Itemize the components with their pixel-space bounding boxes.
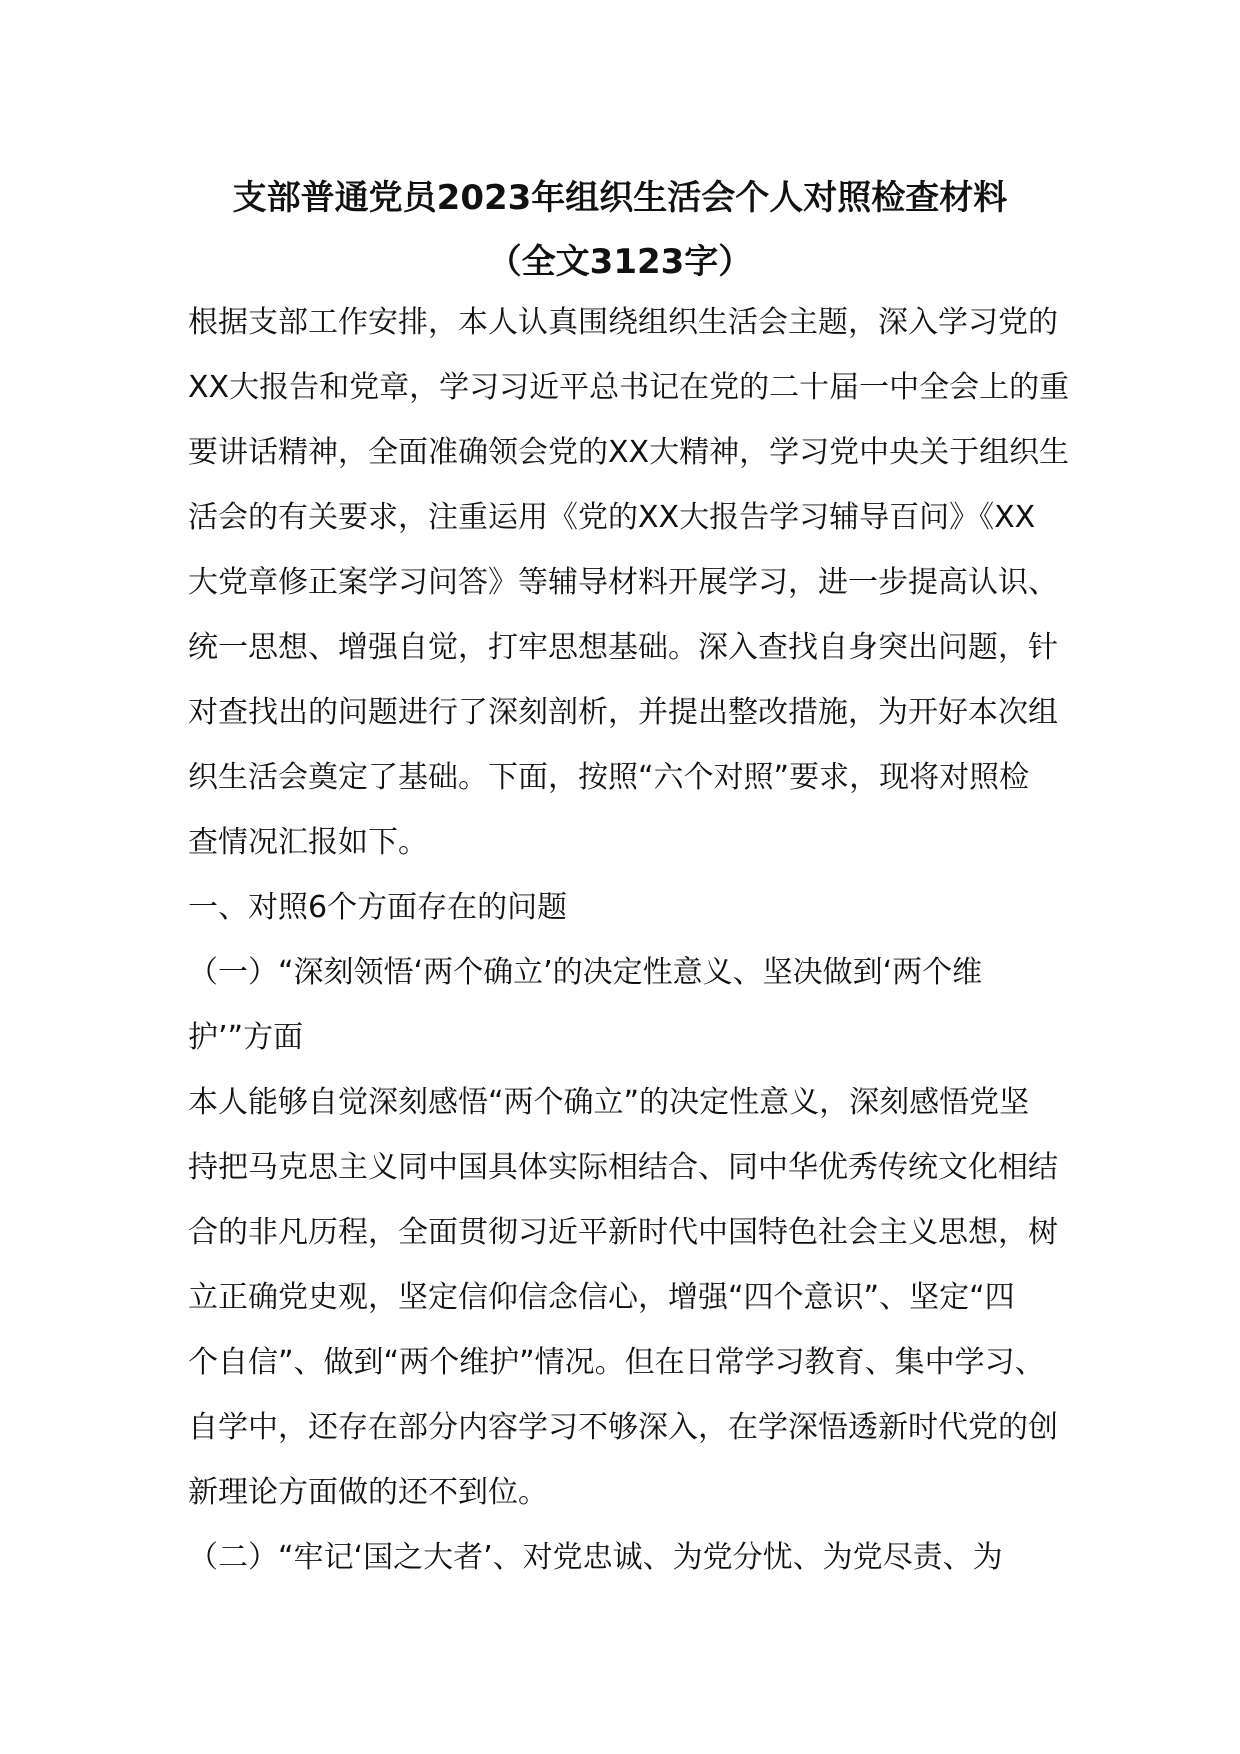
body-line: 根据支部工作安排，本人认真围绕组织生活会主题，深入学习党的: [188, 305, 1058, 340]
subsection-heading: （二）“牢记‘国之大者’、对党忠诚、为党分忧、为党尽责、为: [188, 1540, 1003, 1575]
document-title: 支部普通党员2023年组织生活会个人对照检查材料: [232, 178, 1008, 218]
subsection-heading: 护’”方面: [188, 1020, 304, 1055]
body-line: 持把马克思主义同中国具体实际相结合、同中华优秀传统文化相结: [188, 1150, 1058, 1185]
body-line: 立正确党史观，坚定信仰信念信心，增强“四个意识”、坚定“四: [188, 1280, 1015, 1315]
document-subtitle: （全文3123字）: [487, 242, 753, 282]
body-line: 统一思想、增强自觉，打牢思想基础。深入查找自身突出问题，针: [188, 630, 1058, 665]
body-line: 自学中，还存在部分内容学习不够深入，在学深悟透新时代党的创: [188, 1410, 1058, 1445]
body-line: 合的非凡历程，全面贯彻习近平新时代中国特色社会主义思想，树: [188, 1215, 1058, 1250]
body-line: 织生活会奠定了基础。下面，按照“六个对照”要求，现将对照检: [188, 760, 1030, 795]
body-line: 查情况汇报如下。: [188, 825, 428, 860]
body-line: 本人能够自觉深刻感悟“两个确立”的决定性意义，深刻感悟党坚: [188, 1085, 1030, 1120]
body-line: 要讲话精神，全面准确领会党的XX大精神，学习党中央关于组织生: [188, 435, 1070, 470]
body-line: 活会的有关要求，注重运用《党的XX大报告学习辅导百问》《XX: [188, 500, 1036, 535]
body-line: XX大报告和党章，学习习近平总书记在党的二十届一中全会上的重: [188, 370, 1070, 405]
subsection-heading: （一）“深刻领悟‘两个确立’的决定性意义、坚决做到‘两个维: [188, 955, 983, 990]
body-line: 个自信”、做到“两个维护”情况。但在日常学习教育、集中学习、: [188, 1345, 1045, 1380]
section-heading: 一、对照6个方面存在的问题: [188, 890, 568, 925]
body-line: 对查找出的问题进行了深刻剖析，并提出整改措施，为开好本次组: [188, 695, 1058, 730]
body-line: 新理论方面做的还不到位。: [188, 1475, 548, 1510]
body-line: 大党章修正案学习问答》等辅导材料开展学习，进一步提高认识、: [188, 565, 1058, 600]
